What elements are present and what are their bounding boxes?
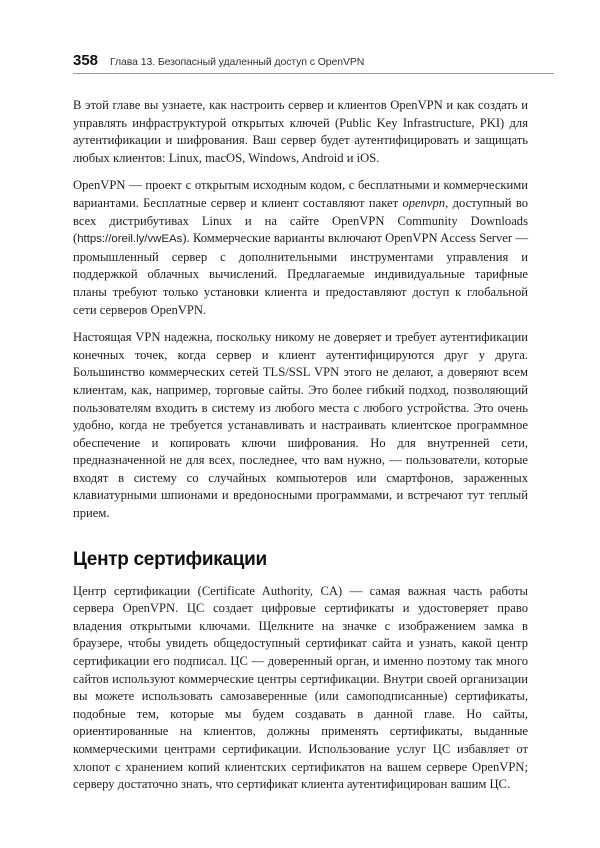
chapter-title: Глава 13. Безопасный удаленный доступ с OpenVPN xyxy=(110,56,365,68)
running-head xyxy=(73,52,540,69)
header-rule xyxy=(73,73,554,74)
body-text xyxy=(73,97,528,804)
page-number: 358 xyxy=(73,52,99,69)
paragraph-certificate-authority: Центр сертификации (Certificate Authority, CA) — самая важная часть работы сервера OpenVPN. ЦС создает цифровые сертификаты и удостоверяет право владения открытыми ключами. Щелкните на значке с изображением замка в браузере, чтобы увидеть общедоступный сертификат сайта и узнать, какой центр сертификации его подписал. ЦС — доверенный орган, и именно поэтому так много сайтов используют коммерческие центры сертификации. Внутри своей организации вы можете использовать самозаверенные (или самоподписанные) сертификаты, подобные тем, которые мы будем создавать в данной главе. Но сайты, ориентированные на клиентов, должны применять сертификаты, выданные коммерческими центрами сертификации. Использование услуг ЦС избавляет от хлопот с хранением копий клиентских сертификатов на вашем сервере OpenVPN; серверу достаточно знать, что сертификат клиента аутентифицирован вашим ЦС. xyxy=(73,583,528,792)
package-name: openvpn xyxy=(402,195,446,210)
paragraph-openvpn xyxy=(73,177,528,319)
paragraph-intro: В этой главе вы узнаете, как настроить сервер и клиентов OpenVPN и как создать и управлять инфраструктурой открытых ключей (Public Key Infrastructure, PKI) для аутентификации и шифрования. Ваш сервер будет аутентифицировать и защищать любых клиентов: Linux, macOS, Windows, Android и iOS. xyxy=(73,98,528,165)
paragraph-openvpn-text-3: ). Коммерческие варианты включают OpenVPN Access Server — промышленный сервер с дополнительными инструментами управления и поддержкой облачных вычислений. Предлагаемые индивидуальные тарифные планы требуют только установки клиента и предоставляют доступ к глобальной сети серверов OpenVPN. xyxy=(73,231,528,317)
paragraph-true-vpn: Настоящая VPN надежна, поскольку никому не доверяет и требует аутентификации конечных точек, когда сервер и клиент аутентифицируются друг у друга. Большинство коммерческих сетей TLS/SSL VPN этого не делают, а доверяют всем клиентам, как, например, торговые сайты. Это более гибкий подход, позволяющий пользователям входить в систему из любого места с любого устройства. Это очень удобно, когда не требуется устанавливать и настраивать клиентское программное обеспечение и копировать ключи шифрования. Но для внутренней сети, предназначенной не для всех, последнее, что вам нужно, — пользователи, которые входят в систему со случайных компьютеров или смартфонов, зараженных клавиатурными шпионами и вредоносными программами, и встречают тут теплый прием. xyxy=(73,330,528,521)
paragraph-openvpn-text-2: , доступный во всех дистрибутивах Linux и на сайте OpenVPN Community Downloads ( xyxy=(73,195,528,246)
download-link[interactable]: https://oreil.ly/vwEAs xyxy=(77,233,183,246)
paragraph-openvpn-text-1: OpenVPN — проект с открытым исходным кодом, с бесплатными и коммерческими вариантами. Бесплатные сервер и клиент составляют пакет xyxy=(73,178,528,210)
section-heading: Центр сертификации xyxy=(73,548,267,570)
